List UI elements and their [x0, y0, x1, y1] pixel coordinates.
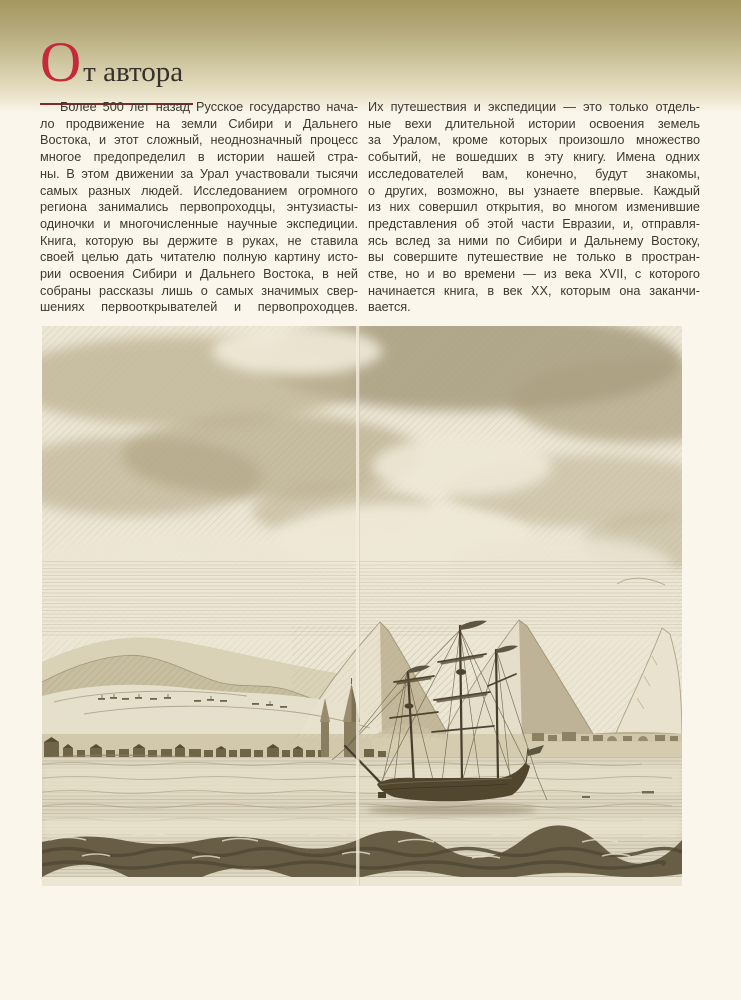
text-line: ные вехи длительной истории освоения земель — [368, 116, 700, 131]
text-line: вы совершите путешествие не только в простран- — [368, 250, 700, 265]
text-line: ло продвижение на земли Сибири и Дальнего — [40, 116, 358, 131]
text-line: Более 500 лет назад Русское государство нача- — [60, 100, 358, 114]
text-line: рии освоения Сибири и Дальнего Востока, в ней — [40, 267, 358, 282]
text-line: самых разных людей. Исследованием огромного — [40, 183, 358, 198]
text-line: многое предопределил в истории нашей стра- — [40, 150, 358, 165]
harbor-engraving-illustration — [42, 326, 682, 886]
text-line: из них совершил открытия, во многом изменившие — [368, 200, 700, 215]
intro-column-right — [368, 99, 700, 316]
print-fold-line — [356, 326, 360, 886]
text-line: вается. — [368, 300, 411, 315]
text-line: шениях первооткрывателей и первопроходцев. — [40, 300, 358, 315]
text-line: Востока, и этот сложный, неоднозначный процесс — [40, 133, 358, 148]
text-line: ны. В этом движении за Урал участвовали тысячи — [40, 166, 358, 181]
text-line: представления об этой части Евразии, и, отправля- — [368, 216, 700, 231]
text-line: Их путешествия и экспедиции — это только отдель- — [368, 100, 700, 114]
text-line: региона занимались первопроходцы, энтузиасты- — [40, 200, 358, 215]
text-line: о других, возможно, вы узнаете впервые. Каждый — [368, 183, 700, 198]
text-line: исследователей вам, конечно, будут знакомы, — [368, 166, 700, 181]
text-line: событий, не вошедших в эту книгу. Имена одних — [368, 150, 700, 165]
water — [42, 757, 682, 886]
text-line: собраны рассказы лишь о самых значимых свер- — [40, 283, 358, 298]
intro-text — [40, 99, 700, 316]
text-line: своей целью дать читателю полную картину исто- — [40, 250, 358, 265]
text-line: стве, но и во времени — из века XVII, с которого — [368, 267, 700, 282]
page-title — [40, 31, 193, 105]
heading-dropcap: О — [40, 31, 82, 94]
sky-clouds — [42, 326, 682, 641]
text-line: начинается книга, в век XX, которым она заканчи- — [368, 283, 700, 298]
text-line: ясь вслед за ними по Сибири и Дальнему Востоку, — [368, 233, 700, 248]
intro-column-left — [40, 99, 358, 316]
text-line: одиночки и многочисленные научные экспедиции. — [40, 216, 358, 231]
text-line: за Уралом, кроме которых произошло множество — [368, 133, 700, 148]
text-line: Книга, которую вы держите в руках, не ставила — [40, 233, 358, 248]
engraving-svg — [42, 326, 682, 886]
heading-text: т автора — [83, 56, 184, 88]
chapter-heading — [40, 31, 193, 105]
